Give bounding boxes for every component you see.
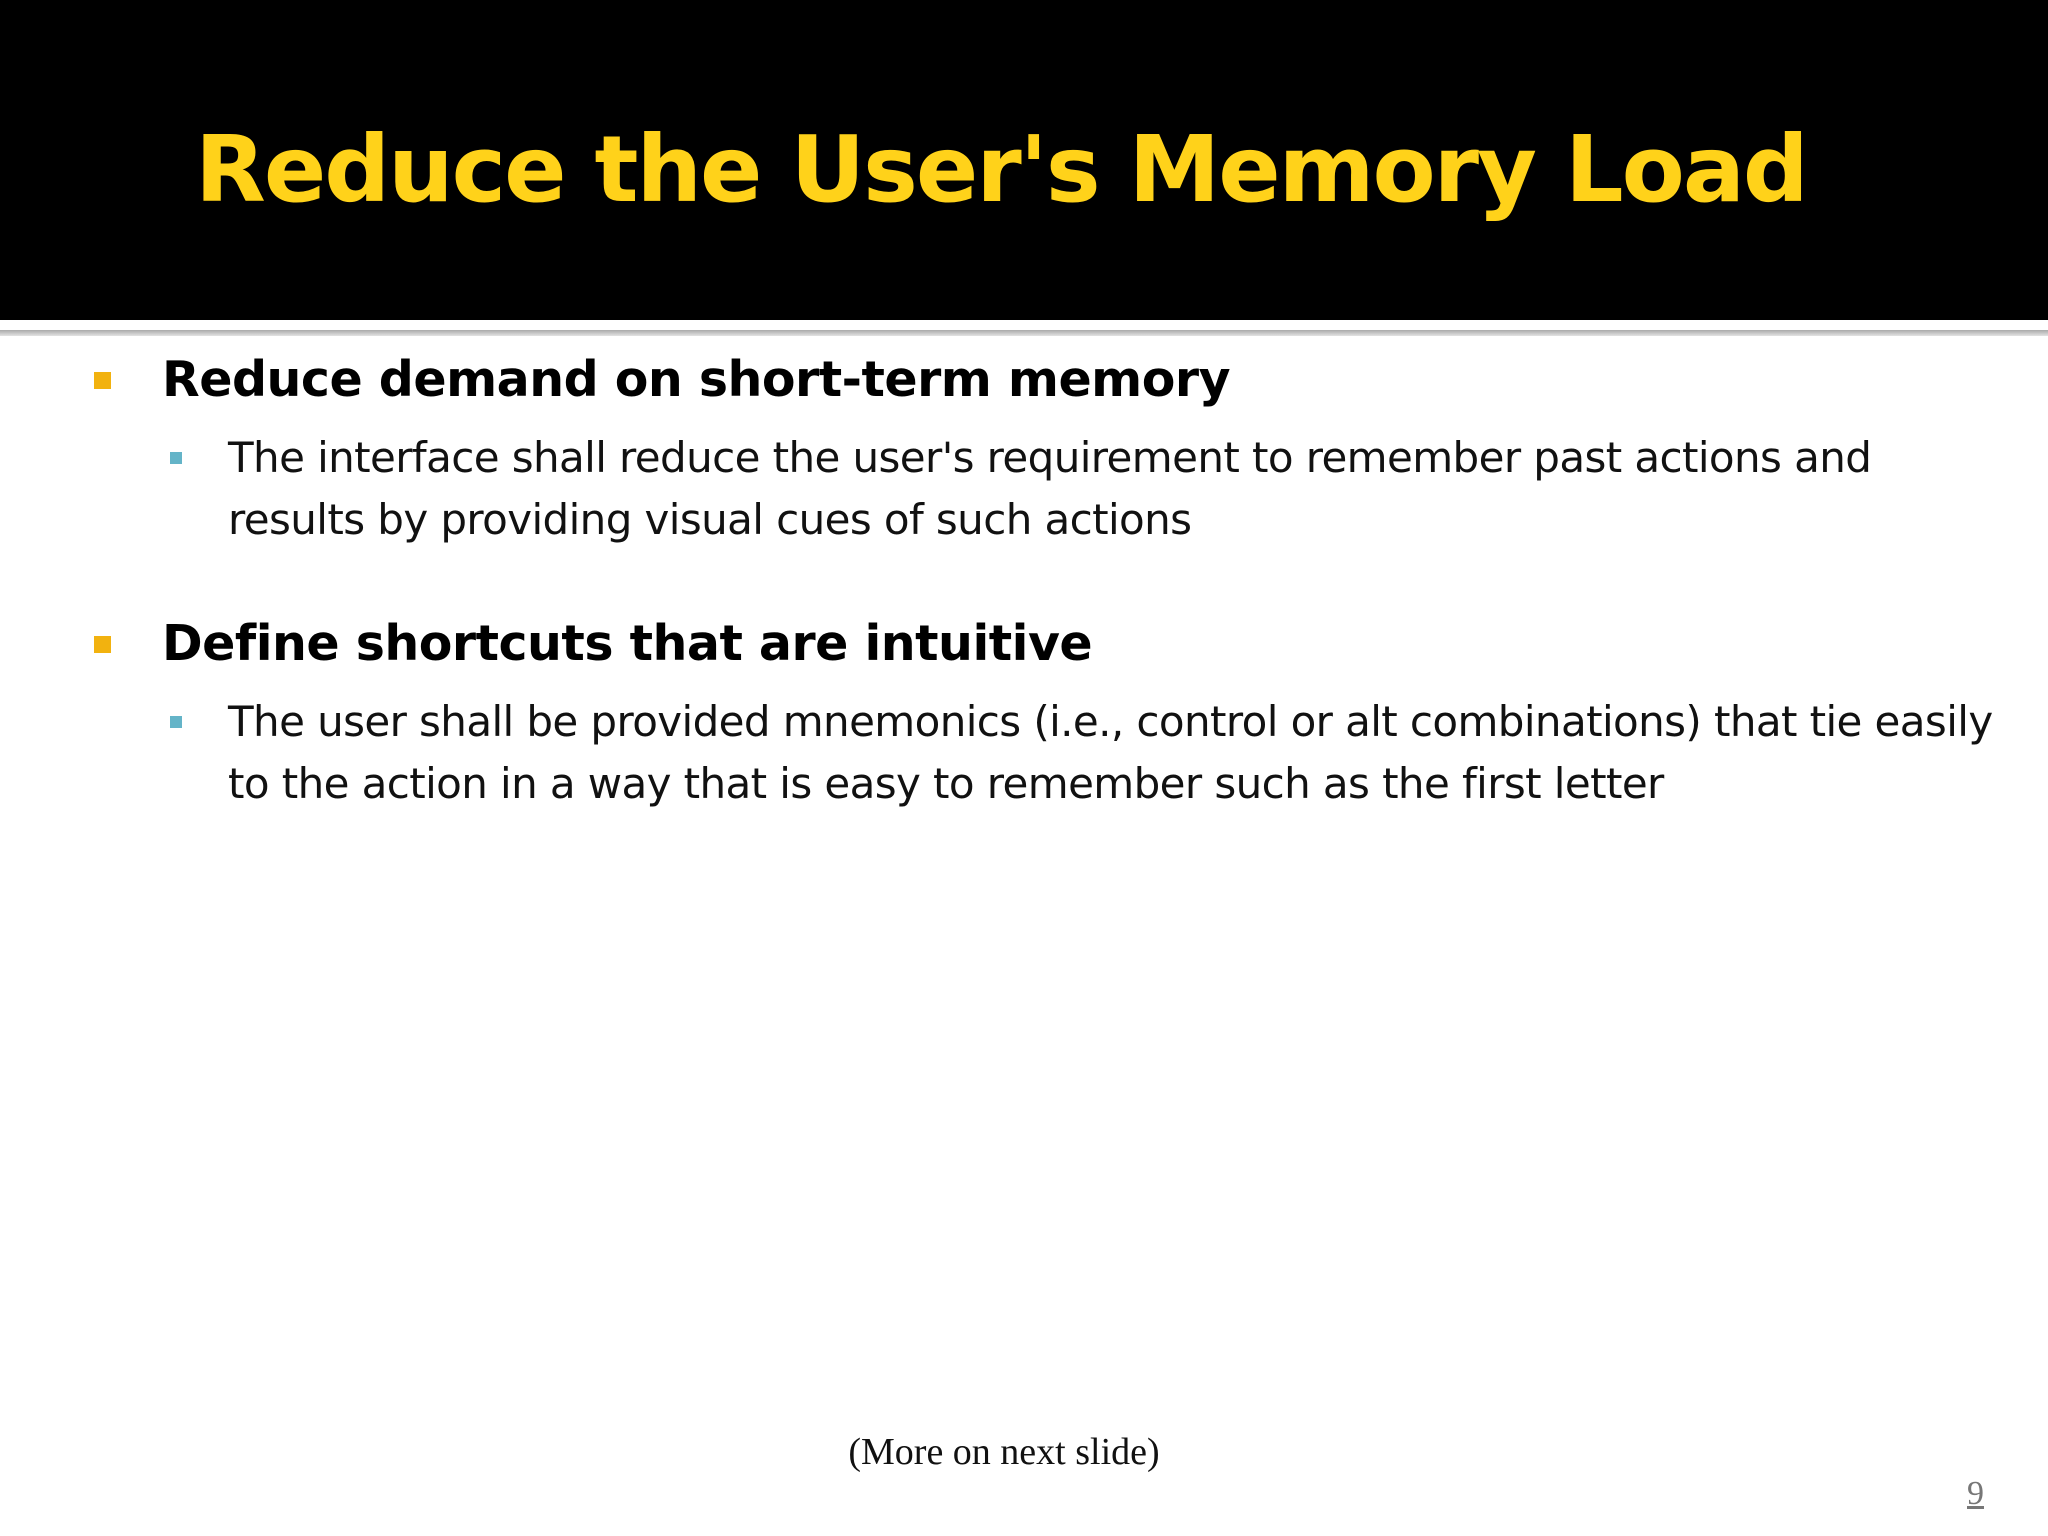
section-detail: The interface shall reduce the user's requirement to remember past actions and results by providing visual cues of such actions: [228, 433, 1872, 544]
square-sub-bullet-icon: [170, 452, 182, 464]
page-number[interactable]: 9: [1967, 1475, 1984, 1512]
slide-title: Reduce the User's Memory Load: [195, 116, 1807, 223]
square-sub-bullet-icon: [170, 716, 182, 728]
section-heading: Define shortcuts that are intuitive: [162, 615, 1093, 672]
section-heading: Reduce demand on short-term memory: [162, 351, 1231, 408]
square-bullet-icon: [94, 636, 111, 653]
title-divider-white: [0, 320, 2048, 330]
title-divider-shadow: [0, 330, 2048, 336]
footer-note: (More on next slide): [848, 1431, 1160, 1473]
square-bullet-icon: [94, 372, 111, 389]
section-detail: The user shall be provided mnemonics (i.e., control or alt combinations) that tie easily to the action in a way that is easy to remember such as the first letter: [228, 697, 1993, 808]
